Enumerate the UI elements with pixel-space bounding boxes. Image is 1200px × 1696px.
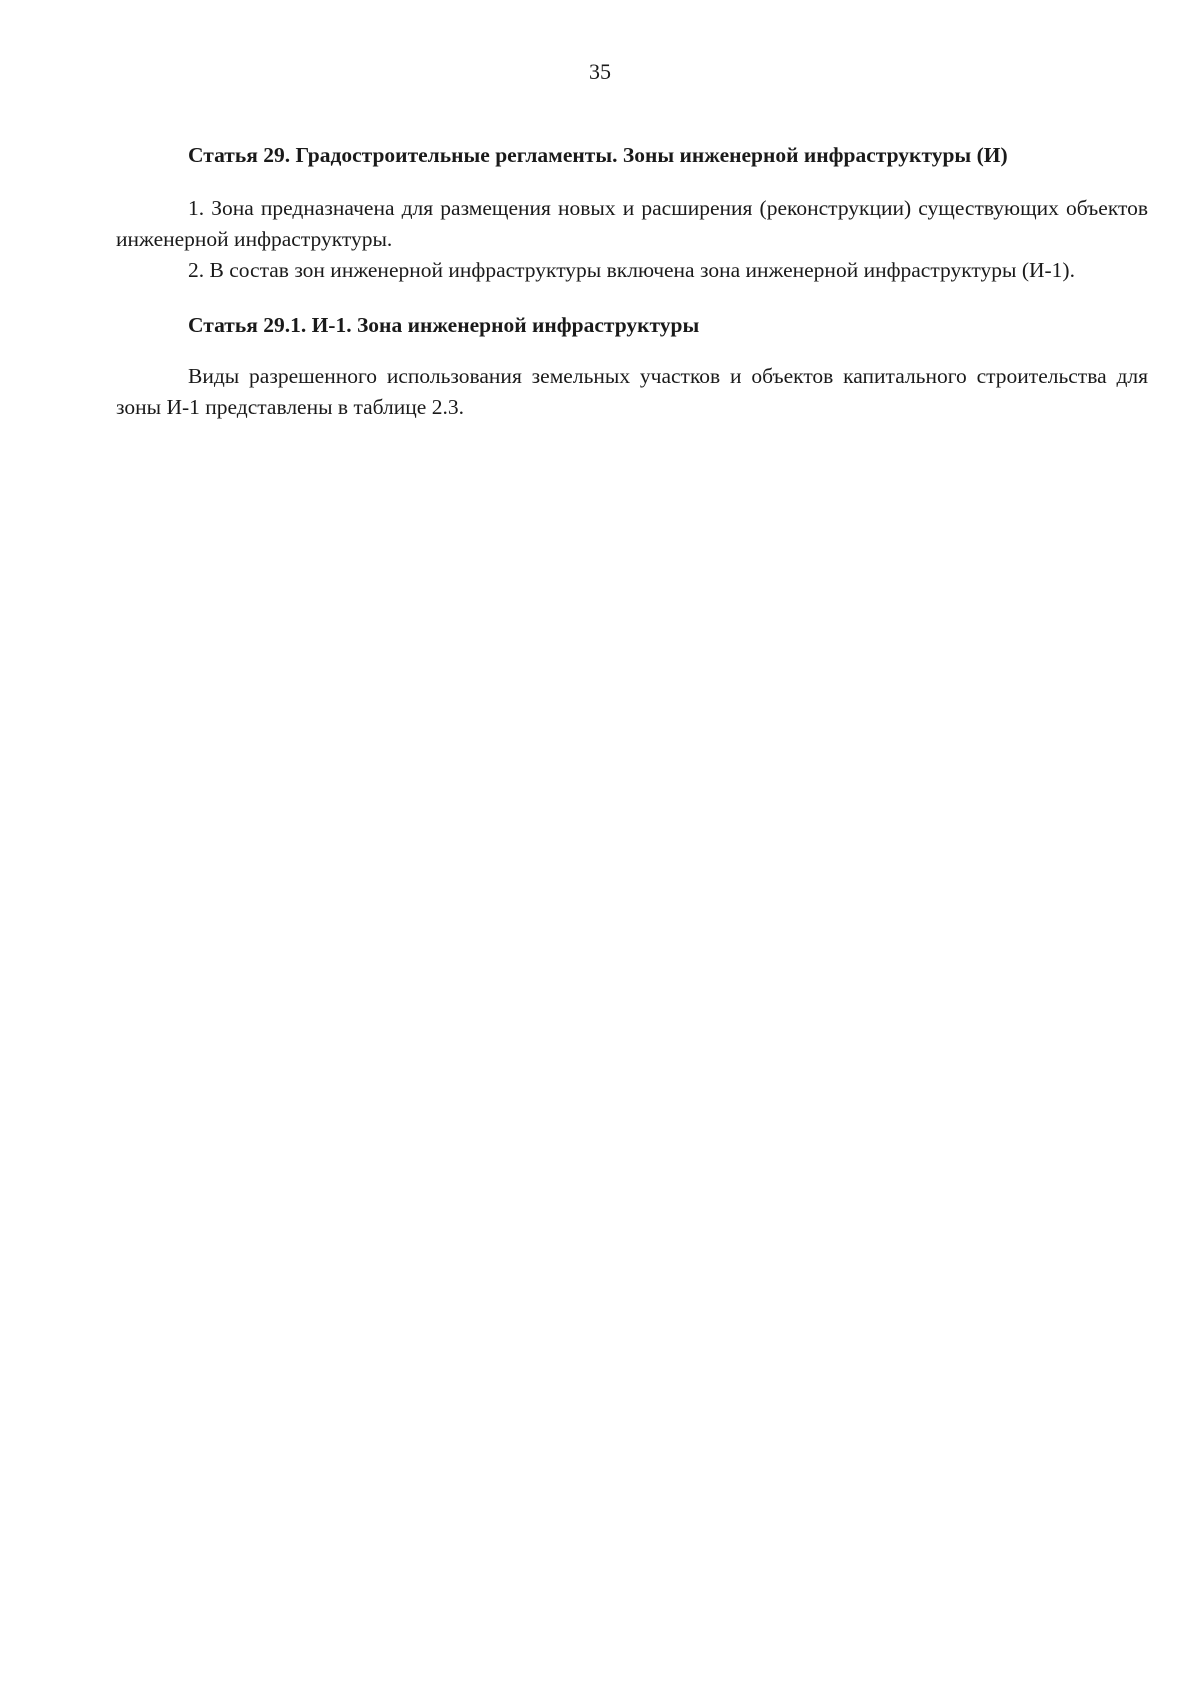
page-content: [116, 140, 1148, 423]
article-29-paragraph-1: 1. Зона предназначена для размещения новых и расширения (реконструкции) существующих объектов инженерной инфраструктуры.: [116, 196, 1148, 251]
article-29-1-heading: Статья 29.1. И-1. Зона инженерной инфраструктуры: [188, 313, 700, 337]
article-29-1-paragraph-1: Виды разрешенного использования земельных участков и объектов капитального строительства для зоны И-1 представлены в таблице 2.3.: [116, 364, 1148, 419]
article-29-paragraph-2: 2. В состав зон инженерной инфраструктуры включена зона инженерной инфраструктуры (И-1).: [188, 258, 1075, 282]
article-29-heading: Статья 29. Градостроительные регламенты. Зоны инженерной инфраструктуры (И): [188, 143, 1008, 167]
page-number: 35: [589, 59, 611, 84]
